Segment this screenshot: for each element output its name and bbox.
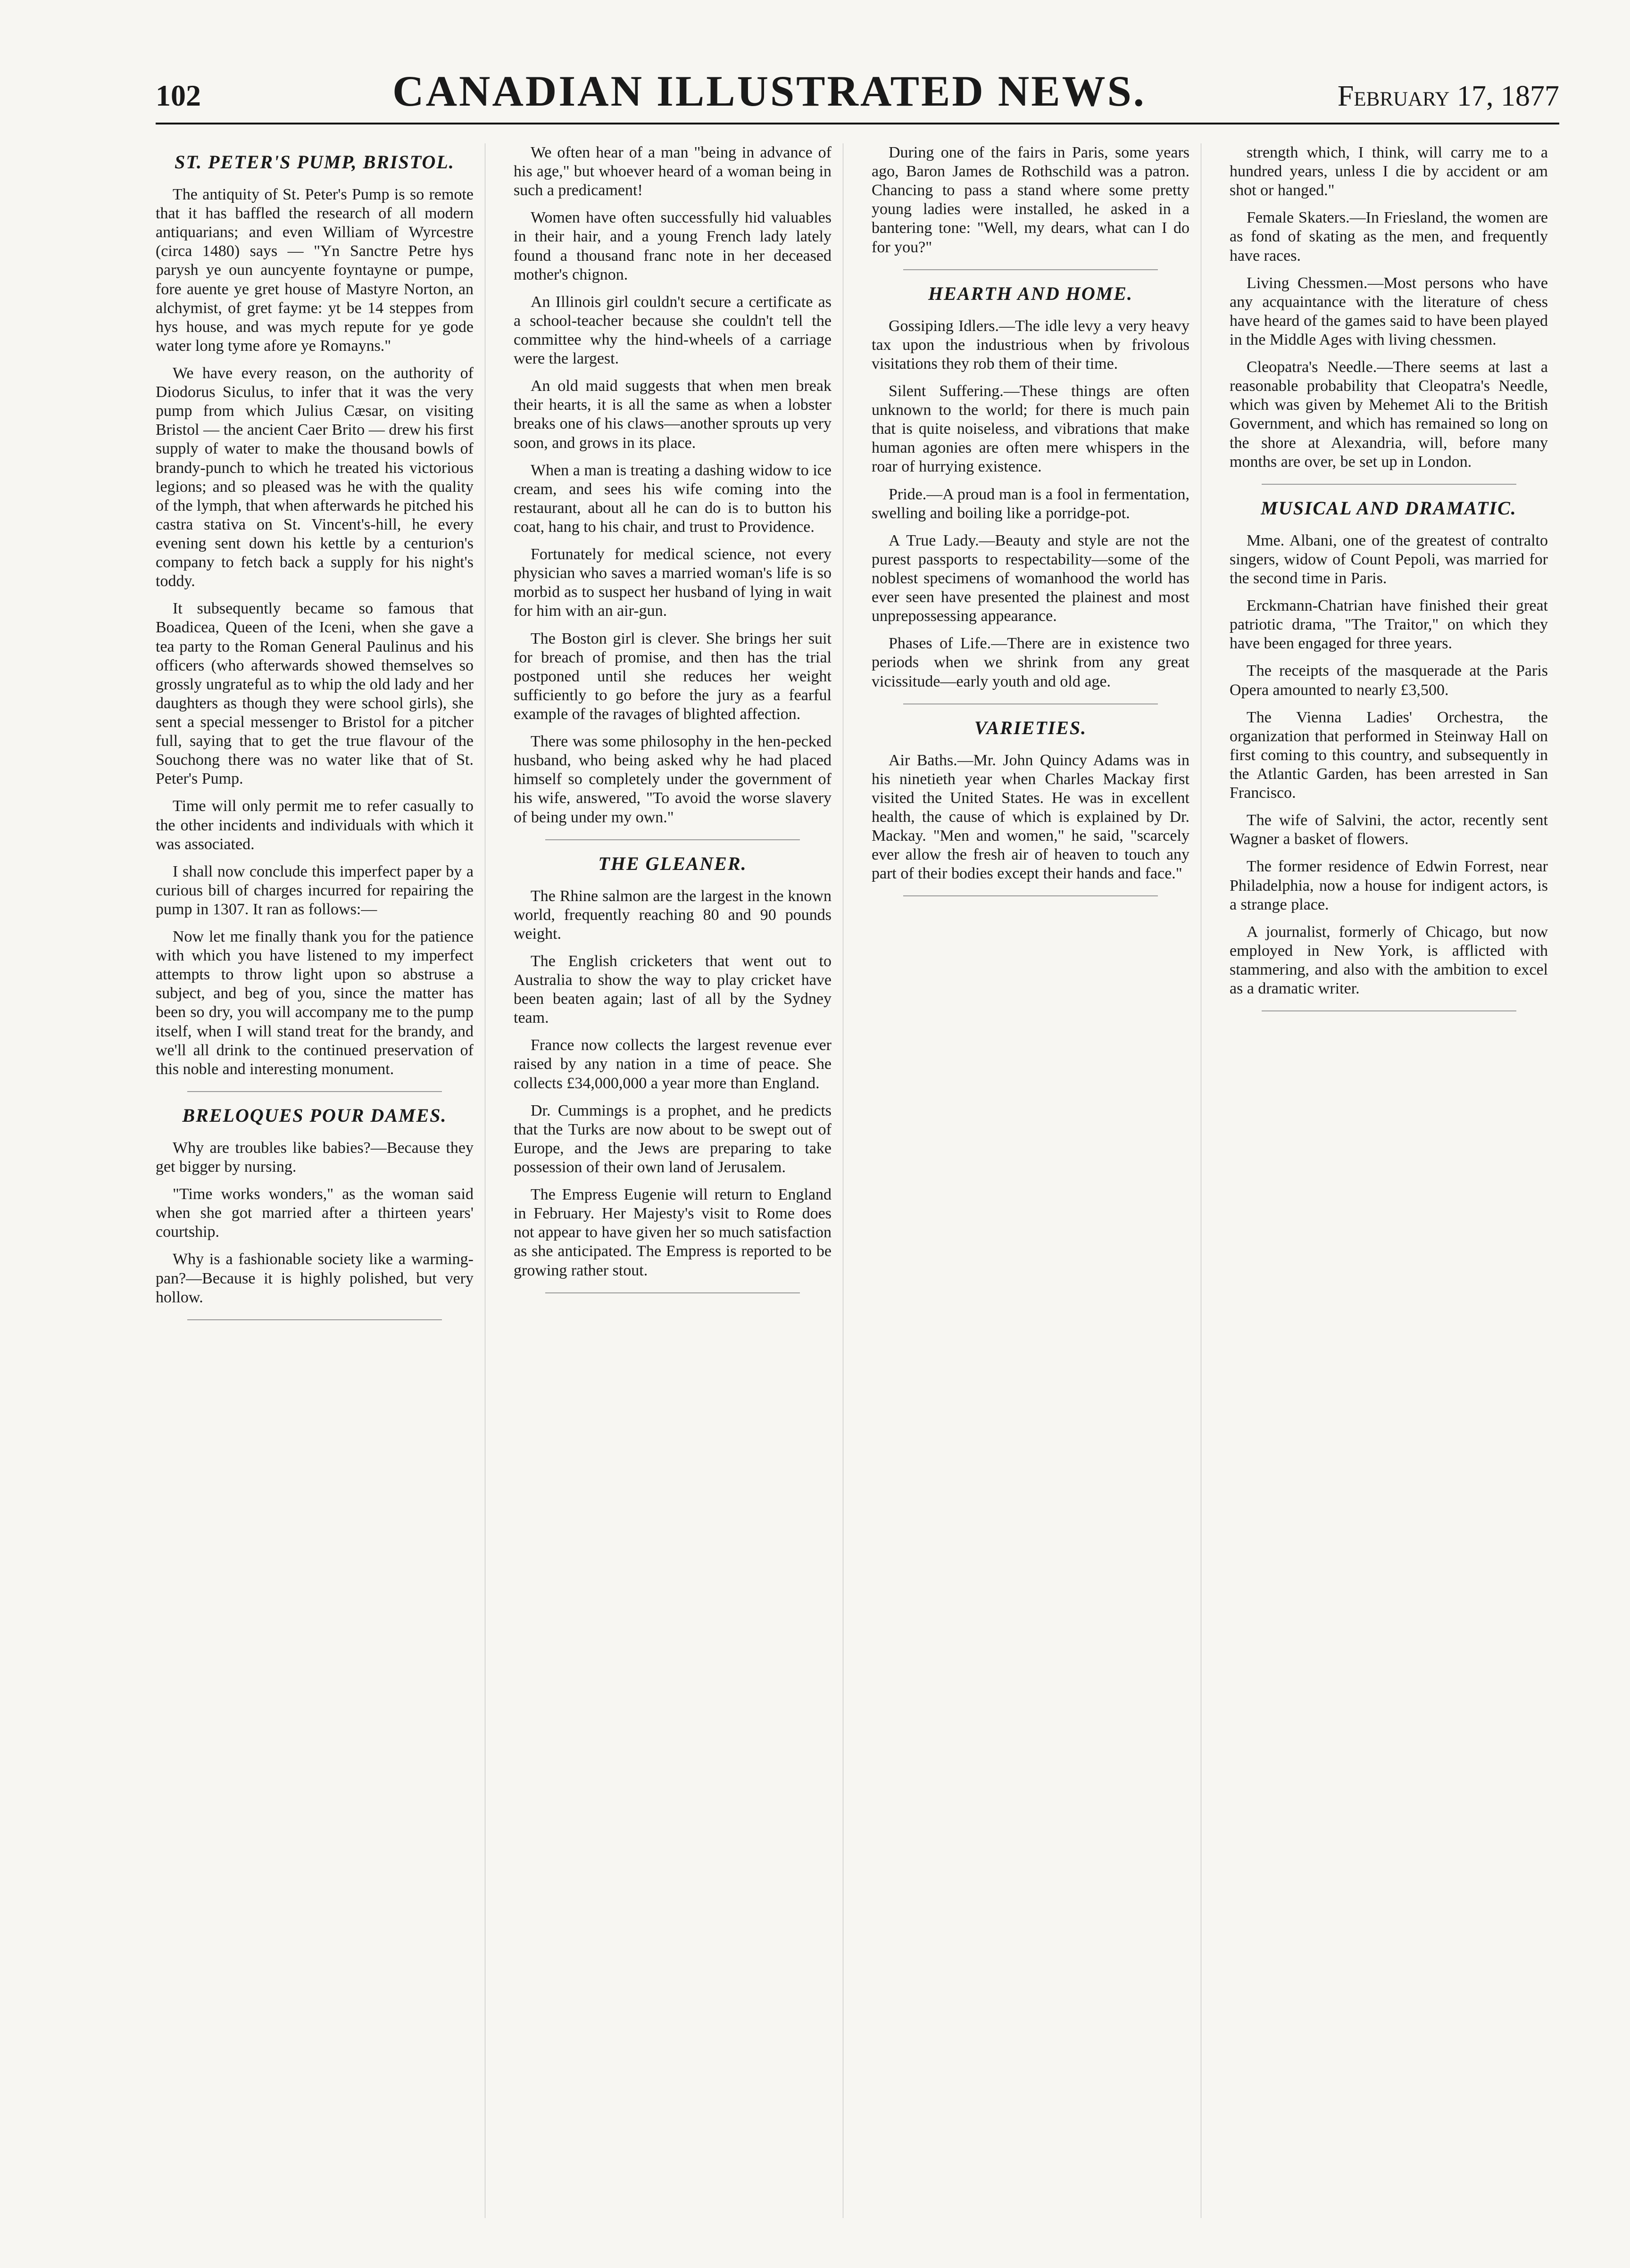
article-paragraph: When a man is treating a dashing widow to ice cream, and sees his wife coming into the restaurant, about all he can do is to button his coat, hang to his chair, and trust to Providence.	[514, 461, 832, 536]
article-paragraph: An old maid suggests that when men break their hearts, it is all the same as when a lobster breaks one of his claws—another sprouts up very soon, and grows in its place.	[514, 377, 832, 452]
section-divider	[187, 1091, 441, 1092]
section-divider	[1262, 484, 1516, 485]
section-heading: VARIETIES.	[974, 717, 1087, 738]
article-paragraph: Air Baths.—Mr. John Quincy Adams was in his ninetieth year when Charles Mackay first visited the United States. He was in excellent health, the cause of which is explained by Dr. Mackay. "Men and women," he said, "scarcely ever allow the fresh air of heaven to touch any part of their bodies except their hands and face."	[872, 751, 1189, 883]
article-paragraph: Living Chessmen.—Most persons who have any acquaintance with the literature of chess have heard of the games said to have been played in the Middle Ages with living chessmen.	[1230, 274, 1548, 348]
section-divider	[903, 269, 1157, 270]
section-heading: ST. PETER'S PUMP, BRISTOL.	[175, 151, 455, 173]
article-paragraph: Erckmann-Chatrian have finished their great patriotic drama, "The Traitor," on which they have been engaged for three years.	[1230, 597, 1548, 653]
article-paragraph: Now let me finally thank you for the patience with which you have listened to my imperfect attempts to throw light upon so abstruse a subject, and beg of you, since the matter has been so dry, you will accompany me to the pump itself, when I will stand treat for the brandy, and we'll all drink to the continued preservation of this noble and interesting monument.	[156, 928, 474, 1078]
section-heading: BRELOQUES POUR DAMES.	[182, 1104, 447, 1126]
section-heading: HEARTH AND HOME.	[928, 282, 1133, 304]
article-paragraph: strength which, I think, will carry me to a hundred years, unless I die by accident or am shot or hanged."	[1230, 144, 1548, 199]
article-paragraph: Mme. Albani, one of the greatest of contralto singers, widow of Count Pepoli, was married for the second time in Paris.	[1230, 531, 1548, 587]
section-divider	[545, 1292, 799, 1293]
section-divider	[187, 1319, 441, 1320]
article-paragraph: The Boston girl is clever. She brings her suit for breach of promise, and then has the trial postponed until she reduces her weight sufficiently to go before the jury as a fearful example of the ravages of blighted affection.	[514, 629, 832, 723]
issue-date: February 17, 1877	[1337, 80, 1559, 112]
section-divider	[903, 895, 1157, 896]
article-paragraph: The antiquity of St. Peter's Pump is so remote that it has baffled the research of all modern antiquarians; and even William of Wyrcestre (circa 1480) says — "Yn Sanctre Petre hys parysh ye oun auncyente foyntayne or pumpe, fore auente ye gret house of Mastyre Norton, an alchymist, of gret fayme: yt be 14 steppes from hys house, and was mych repute for ye gode water long tyme afore ye Romayns."	[156, 186, 474, 355]
article-paragraph: Cleopatra's Needle.—There seems at last a reasonable probability that Cleopatra's Needle, which was given by Mehemet Ali to the British Government, and which has remained so long on the shore at Alexandria, will, before many months are over, be set up in London.	[1230, 358, 1548, 471]
article-paragraph: The English cricketers that went out to Australia to show the way to play cricket have been beaten again; last of all by the Sydney team.	[514, 952, 832, 1027]
article-paragraph: The former residence of Edwin Forrest, near Philadelphia, now a house for indigent actors, is a strange place.	[1230, 858, 1548, 913]
page-number: 102	[156, 79, 201, 112]
article-paragraph: During one of the fairs in Paris, some years ago, Baron James de Rothschild was a patron. Chancing to pass a stand where some pretty young ladies were installed, he asked in a bantering tone: "Well, my dears, what can I do for you?"	[872, 144, 1189, 256]
article-paragraph: The Empress Eugenie will return to England in February. Her Majesty's visit to Rome does not appear to have given her so much satisfaction as she anticipated. The Empress is reported to be growing rather stout.	[514, 1186, 832, 1279]
newspaper-title: CANADIAN ILLUSTRATED NEWS.	[392, 67, 1146, 115]
article-paragraph: The receipts of the masquerade at the Paris Opera amounted to nearly £3,500.	[1230, 662, 1548, 699]
columns	[156, 143, 1559, 2218]
article-paragraph: There was some philosophy in the hen-pecked husband, who being asked why he had placed himself so completely under the government of his wife, answered, "To avoid the worse slavery of being under my own."	[514, 733, 832, 826]
article-paragraph: A journalist, formerly of Chicago, but now employed in New York, is afflicted with stammering, and also with the ambition to excel as a dramatic writer.	[1230, 923, 1548, 998]
article-paragraph: Dr. Cummings is a prophet, and he predicts that the Turks are now about to be swept out of Europe, and the Jews are preparing to take possession of their own land of Jerusalem.	[514, 1101, 832, 1176]
article-paragraph: France now collects the largest revenue ever raised by any nation in a time of peace. She collects £34,000,000 a year more than England.	[514, 1036, 832, 1092]
article-paragraph: Fortunately for medical science, not every physician who saves a married woman's life is so morbid as to suspect her husband of lying in wait for him with an air-gun.	[514, 546, 832, 620]
article-paragraph: An Illinois girl couldn't secure a certificate as a school-teacher because she couldn't tell the committee why the hind-wheels of a carriage were the largest.	[514, 293, 832, 368]
article-paragraph: I shall now conclude this imperfect paper by a curious bill of charges incurred for repairing the pump in 1307. It ran as follows:—	[156, 862, 474, 918]
article-paragraph: Women have often successfully hid valuables in their hair, and a young French lady lately found a thousand franc note in her deceased mother's chignon.	[514, 209, 832, 283]
article-paragraph: A True Lady.—Beauty and style are not the purest passports to respectability—some of the noblest specimens of womanhood the world has ever seen have presented the plainest and most unprepossessing appearance.	[872, 531, 1189, 625]
column-3	[872, 143, 1201, 2218]
column-2	[514, 143, 843, 2218]
section-heading: MUSICAL AND DRAMATIC.	[1261, 497, 1517, 519]
article-paragraph: Silent Suffering.—These things are often unknown to the world; for there is much pain that is quite noiseless, and vibrations that make human agonies are often mere whispers in the roar of hurrying existence.	[872, 382, 1189, 476]
article-paragraph: Pride.—A proud man is a fool in fermentation, swelling and boiling like a porridge-pot.	[872, 485, 1189, 522]
article-paragraph: We have every reason, on the authority of Diodorus Siculus, to infer that it was the very pump from which Julius Cæsar, on visiting Bristol — the ancient Caer Brito — drew his first supply of water to make the thousand bowls of brandy-punch to which he treated his victorious legions; and so pleased was he with the quality of the lymph, that when afterwards he pitched his castra stativa on St. Vincent's-hill, he every evening sent down his kettle by a centurion's company to fetch back a supply for his night's toddy.	[156, 364, 474, 590]
article-paragraph: The Rhine salmon are the largest in the known world, frequently reaching 80 and 90 pounds weight.	[514, 887, 832, 943]
article-paragraph: "Time works wonders," as the woman said when she got married after a thirteen years' courtship.	[156, 1185, 474, 1241]
article-paragraph: The wife of Salvini, the actor, recently sent Wagner a basket of flowers.	[1230, 811, 1548, 848]
column-1	[156, 143, 485, 2218]
column-4	[1230, 143, 1559, 2218]
article-paragraph: It subsequently became so famous that Boadicea, Queen of the Iceni, when she gave a tea party to the Roman General Paulinus and his officers (who afterwards showed themselves so grossly ungrateful as to whip the old lady and her daughters as though they were school girls), she sent a special messenger to Bristol for a pitcher full, saying that to get the true flavour of the Souchong there was no water like that of St. Peter's Pump.	[156, 600, 474, 788]
article-paragraph: Gossiping Idlers.—The idle levy a very heavy tax upon the industrious when by frivolous visitations they rob them of their time.	[872, 317, 1189, 372]
article-paragraph: Time will only permit me to refer casually to the other incidents and individuals with which it was associated.	[156, 797, 474, 853]
masthead	[156, 66, 1559, 124]
section-divider	[1262, 1010, 1516, 1011]
article-paragraph: The Vienna Ladies' Orchestra, the organization that performed in Steinway Hall on first coming to this country, and subsequently in the Atlantic Garden, has been arrested in San Francisco.	[1230, 708, 1548, 802]
section-divider	[545, 839, 799, 840]
article-paragraph: Why is a fashionable society like a warming-pan?—Because it is highly polished, but very hollow.	[156, 1250, 474, 1306]
article-paragraph: Why are troubles like babies?—Because they get bigger by nursing.	[156, 1139, 474, 1176]
article-paragraph: We often hear of a man "being in advance of his age," but whoever heard of a woman being in such a predicament!	[514, 144, 832, 199]
article-paragraph: Female Skaters.—In Friesland, the women are as fond of skating as the men, and frequently have races.	[1230, 209, 1548, 265]
article-paragraph: Phases of Life.—There are in existence two periods when we shrink from any great vicissitude—early youth and old age.	[872, 635, 1189, 690]
section-heading: THE GLEANER.	[598, 853, 747, 874]
